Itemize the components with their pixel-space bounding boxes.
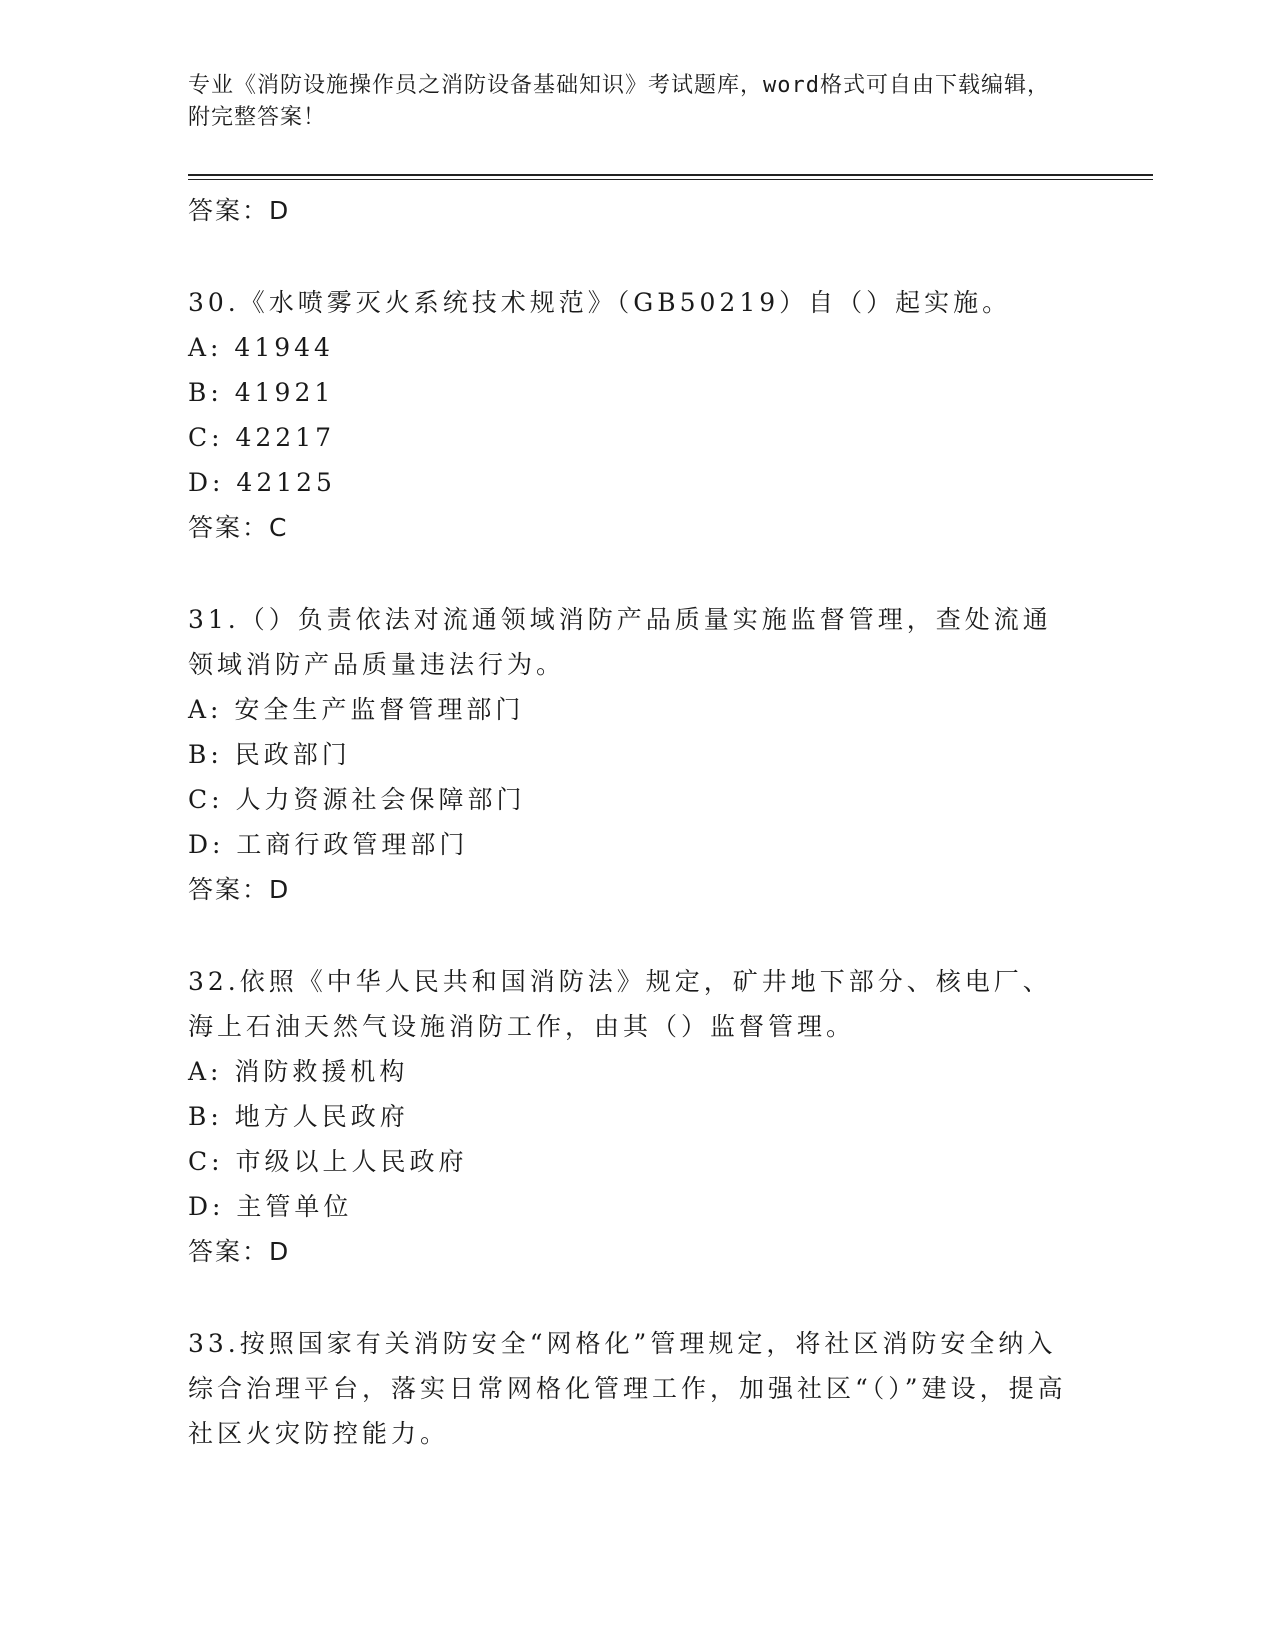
option-b: B: 民政部门 <box>188 740 351 769</box>
question-33 <box>188 1321 1148 1456</box>
answer-line: 答案：C <box>188 513 289 542</box>
option-c: C: 市级以上人民政府 <box>188 1147 468 1176</box>
option-d: D: 主管单位 <box>188 1192 353 1221</box>
header-divider <box>188 174 1153 180</box>
option-d: D: 42125 <box>188 468 336 497</box>
option-c: C: 42217 <box>188 423 336 452</box>
option-b: B: 地方人民政府 <box>188 1102 409 1131</box>
option-d: D: 工商行政管理部门 <box>188 830 469 859</box>
question-31 <box>188 597 1148 913</box>
question-text: 31.（）负责依法对流通领域消防产品质量实施监督管理，查处流通领域消防产品质量违法行为。 <box>188 605 1052 679</box>
document-page <box>188 70 1148 1456</box>
answer-line: 答案：D <box>188 1237 291 1266</box>
question-text: 32.依照《中华人民共和国消防法》规定，矿井地下部分、核电厂、海上石油天然气设施消防工作，由其（）监督管理。 <box>188 967 1052 1041</box>
option-a: A: 消防救援机构 <box>188 1057 409 1086</box>
question-32 <box>188 959 1148 1275</box>
answer-line: 答案：D <box>188 196 291 225</box>
option-c: C: 人力资源社会保障部门 <box>188 785 526 814</box>
option-a: A: 41944 <box>188 333 334 362</box>
answer-line: 答案：D <box>188 875 291 904</box>
question-30 <box>188 280 1148 551</box>
document-header: 专业《消防设施操作员之消防设备基础知识》考试题库，word格式可自由下载编辑，附完整答案！ <box>188 73 1050 130</box>
question-text: 30.《水喷雾灭火系统技术规范》（GB50219）自（）起实施。 <box>188 288 1012 317</box>
option-a: A: 安全生产监督管理部门 <box>188 695 525 724</box>
question-text: 33.按照国家有关消防安全“网格化”管理规定，将社区消防安全纳入综合治理平台，落实日常网格化管理工作，加强社区“（）”建设，提高社区火灾防控能力。 <box>188 1329 1067 1448</box>
option-b: B: 41921 <box>188 378 335 407</box>
